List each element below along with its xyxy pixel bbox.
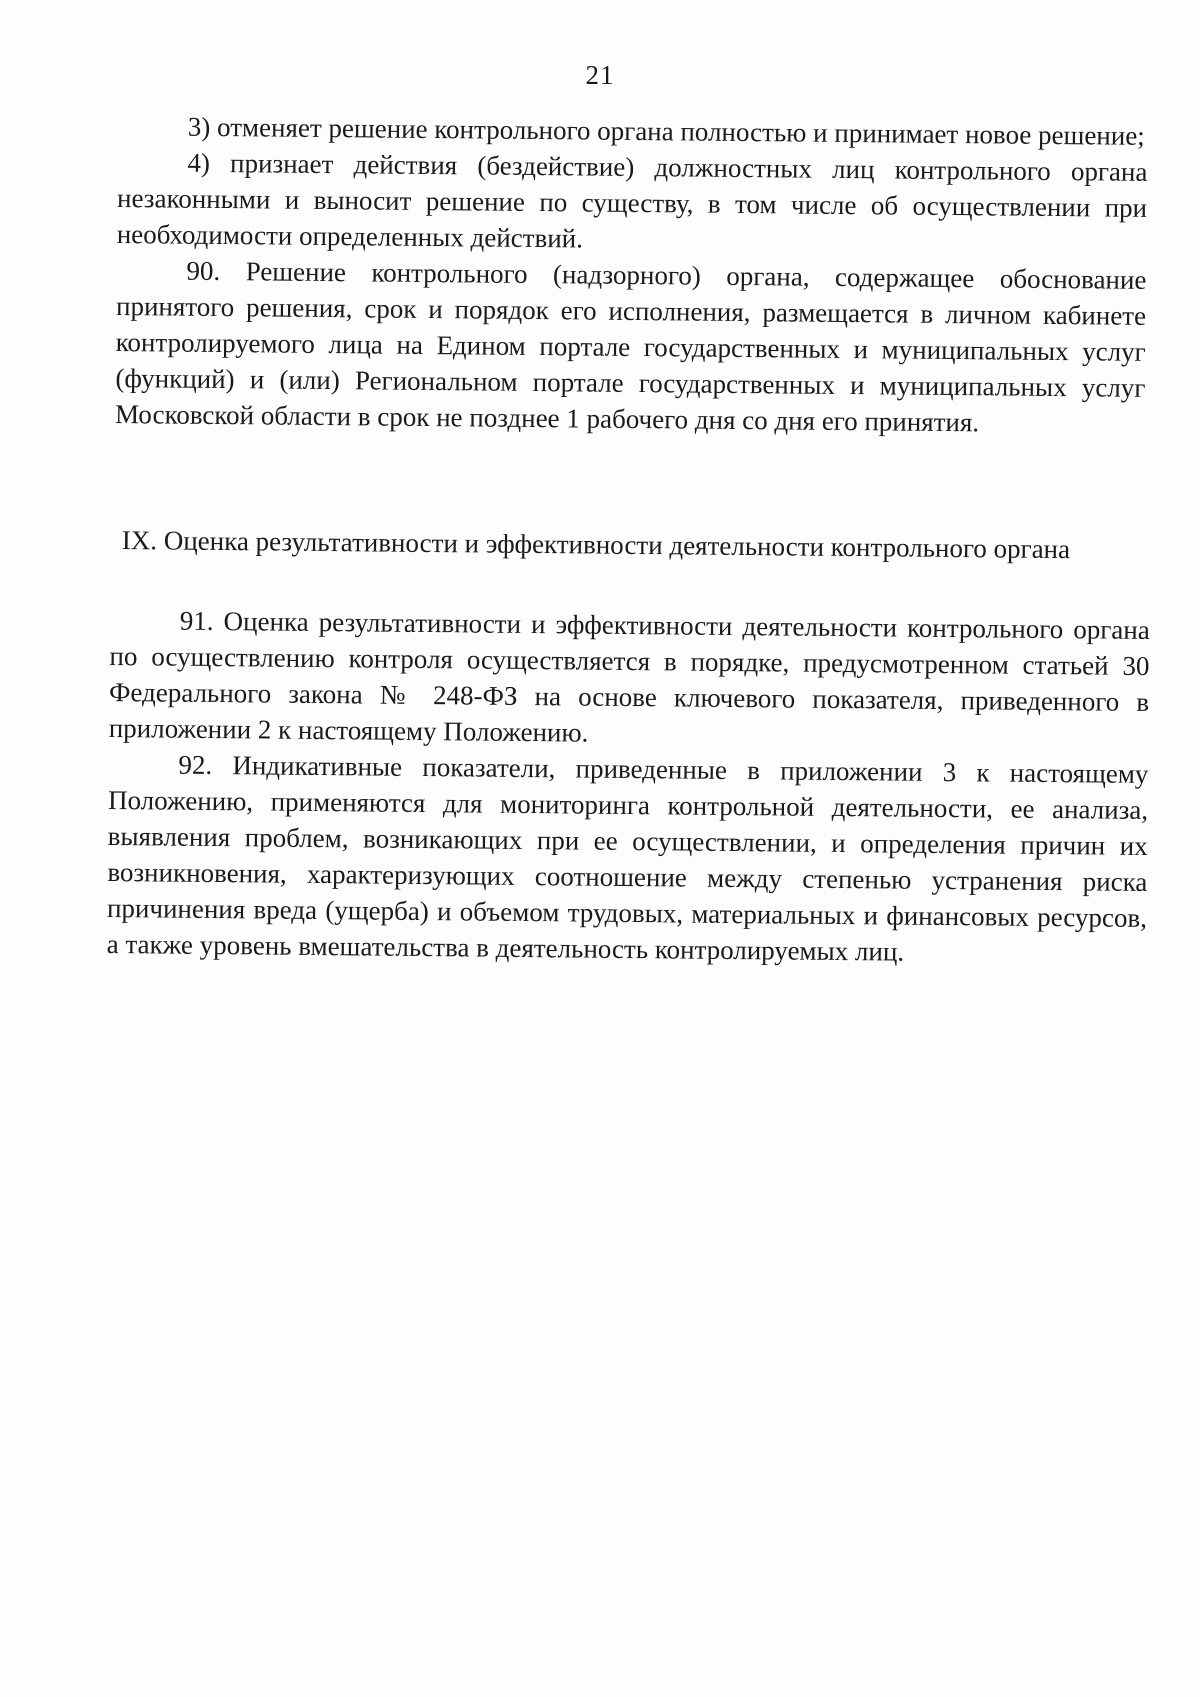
paragraph-90: 90. Решение контрольного (надзорного) органа, содержащее обоснование принятого решения, срок и порядок его исполнения, размещается в личном кабинете контролируемого лица на Едином портале государственных и муниципальных услуг (функций) и (или) Региональном портале государственных и муниципальных услуг Московской области в срок не позднее 1 рабочего дня со дня его принятия. (114, 255, 1147, 438)
paragraph-92: 92. Индикативные показатели, приведенные в приложении 3 к настоящему Положению, применяются для мониторинга контрольной деятельности, ее анализа, выявления проблем, возникающих при ее осуществлении, и определения причин их возникновения, характеризующих соотношение между степенью устранения риска причинения вреда (ущерба) и объемом трудовых, материальных и финансовых ресурсов, а также уровень вмешательства в деятельность контролируемых лиц. (106, 749, 1149, 967)
section-ix-heading-block (122, 522, 1152, 568)
page-number: 21 (585, 60, 615, 90)
section-top-text (115, 108, 1148, 442)
paragraph-91: 91. Оценка результативности и эффективности деятельности контрольного органа по осуществлению контроля осуществляется в порядке, предусмотренном статьей 30 Федерального закона № 248-ФЗ на основе ключевого показателя, приведенного в приложении 2 к настоящему Положению. (108, 605, 1150, 748)
section-ix-text (107, 602, 1150, 972)
section-ix-heading: IX. Оценка результативности и эффективности деятельности контрольного органа (121, 524, 1071, 565)
paragraph-item-3: 3) отменяет решение контрольного органа полностью и принимает новое решение; (187, 111, 1145, 151)
paragraph-item-4: 4) признает действия (бездействие) должностных лиц контрольного органа незаконными и выносит решение по существу, в том числе об осуществлении при необходимости определенных действий. (116, 147, 1148, 254)
